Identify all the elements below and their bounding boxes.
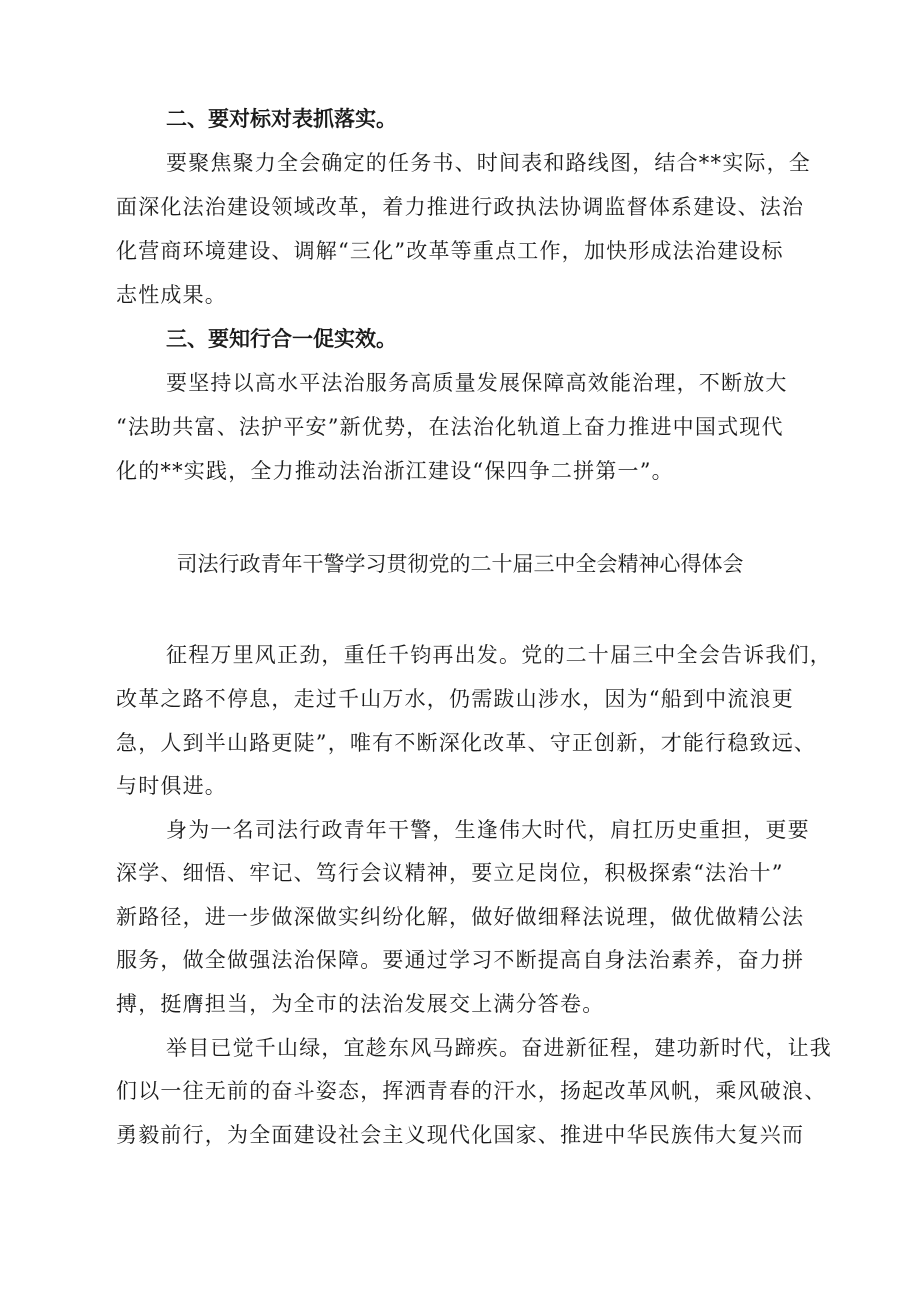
paragraph-line: 服务，做全做强法治保障。要通过学习不断提高自身法治素养，奋力拼 bbox=[116, 948, 805, 972]
paragraph-line: 们以一往无前的奋斗姿态，挥洒青春的汗水，扬起改革风帆，乘风破浪、 bbox=[116, 1079, 827, 1103]
paragraph-line: 要聚焦聚力全会确定的任务书、时间表和路线图，结合**实际，全 bbox=[166, 151, 811, 175]
paragraph-line: 举目已觉千山绿，宜趁东风马蹄疾。奋进新征程，建功新时代，让我 bbox=[166, 1036, 832, 1060]
paragraph-line: 勇毅前行，为全面建设社会主义现代化国家、推进中华民族伟大复兴而 bbox=[116, 1123, 805, 1147]
paragraph-line: 急，人到半山路更陡”，唯有不断深化改革、守正创新，才能行稳致远、 bbox=[116, 731, 817, 755]
paragraph-line: 要坚持以高水平法治服务高质量发展保障高效能治理，不断放大 bbox=[166, 371, 788, 395]
paragraph-line: 化的**实践，全力推动法治浙江建设“保四争二拼第一”。 bbox=[116, 459, 674, 483]
paragraph-line: 志性成果。 bbox=[116, 283, 227, 307]
paragraph-line: 搏，挺膺担当，为全市的法治发展交上满分答卷。 bbox=[116, 992, 605, 1016]
paragraph-line: 化营商环境建设、调解“三化”改革等重点工作，加快形成法治建设标 bbox=[116, 239, 784, 263]
article-title: 司法行政青年干警学习贯彻党的二十届三中全会精神心得体会 bbox=[176, 552, 744, 576]
paragraph-line: 征程万里风正劲，重任千钧再出发。党的二十届三中全会告诉我们， bbox=[166, 643, 832, 667]
paragraph-line: 新路径，进一步做深做实纠纷化解，做好做细释法说理，做优做精公法 bbox=[116, 905, 805, 929]
paragraph-line: “法助共富、法护平安”新优势，在法治化轨道上奋力推进中国式现代 bbox=[116, 415, 784, 439]
section-heading-2: 二、要对标对表抓落实。 bbox=[166, 107, 397, 131]
paragraph-line: 改革之路不停息，走过千山万水，仍需跋山涉水，因为“船到中流浪更 bbox=[116, 687, 794, 711]
paragraph-line: 面深化法治建设领域改革，着力推进行政执法协调监督体系建设、法治 bbox=[116, 195, 805, 219]
paragraph-line: 深学、细悟、牢记、笃行会议精神，要立足岗位，积极探索“法治十” bbox=[116, 861, 784, 885]
section-heading-3: 三、要知行合一促实效。 bbox=[166, 327, 397, 351]
paragraph-line: 与时俱进。 bbox=[116, 774, 227, 798]
paragraph-line: 身为一名司法行政青年干警，生逢伟大时代，肩扛历史重担，更要 bbox=[166, 818, 810, 842]
